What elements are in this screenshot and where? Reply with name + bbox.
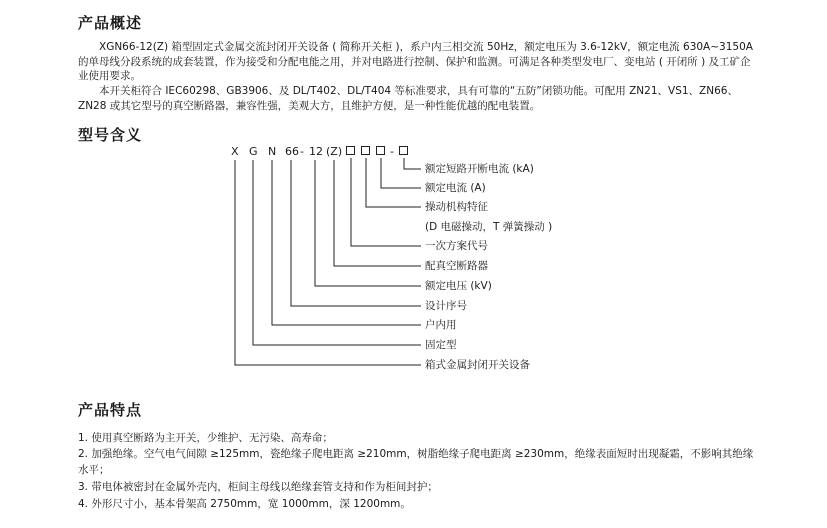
label-vacuum-breaker: 配真空断路器 [425, 260, 488, 272]
code-dash-2: - [390, 145, 394, 158]
code-z: (Z) [326, 145, 343, 158]
label-fixed-type: 固定型 [425, 339, 457, 351]
code-x: X [231, 145, 239, 158]
label-indoor: 户内用 [425, 319, 457, 331]
code-n: N [268, 145, 277, 158]
code-66: 66 [285, 145, 299, 158]
label-box-type-switchgear: 箱式金属封闭开关设备 [425, 359, 530, 371]
overview-heading: 产品概述 [78, 14, 143, 32]
label-mechanism: 操动机构特征 [425, 201, 488, 213]
feature-item-4: 4. 外形尺寸小，基本骨架高 2750mm，宽 1000mm，深 1200mm。 [78, 498, 411, 510]
overview-paragraph-2: 本开关柜符合 IEC60298、GB3906、及 DL/T402、DL/T404 等标准要求，具有可靠的“五防”闭锁功能。可配用 ZN21、VS1、ZN66、ZN28 或其它型号的真空断路器，兼容性强，美观大方，且维护方便，是一种性能优越的配电装置。 [78, 85, 738, 112]
code-g: G [249, 145, 258, 158]
label-design-number: 设计序号 [425, 300, 467, 312]
features-heading: 产品特点 [78, 401, 143, 419]
label-scheme-code: 一次方案代号 [425, 240, 488, 252]
feature-item-2: 2. 加强绝缘。空气电气间隙 ≥125mm，瓷绝缘子爬电距离 ≥210mm，树脂绝缘子爬电距离 ≥230mm，绝缘表面短时出现凝霜，不影响其绝缘水平； [78, 448, 754, 476]
code-dash-1: - [300, 145, 304, 158]
label-mechanism-note: (D 电磁操动，T 弹簧操动 ) [425, 221, 553, 233]
overview-paragraph-1: XGN66-12(Z) 箱型固定式金属交流封闭开关设备 ( 简称开关柜 )，系户内三相交流 50Hz，额定电压为 3.6-12kV，额定电流 630A~3150A 的单母线分段系统的成套装置，作为接受和分配电能之用，并对电路进行控制、保护和监测。可满足各种类型发电厂、变电站 ( 开闭所 ) 及工矿企业使用要求。 [78, 41, 753, 82]
code-12: 12 [309, 145, 323, 158]
model-heading: 型号含义 [78, 126, 143, 144]
label-short-circuit-current: 额定短路开断电流 (kA) [425, 163, 534, 175]
label-rated-current: 额定电流 (A) [425, 182, 486, 194]
feature-item-3: 3. 带电体被密封在金属外壳内，柜间主母线以绝缘套管支持和作为柜间封护； [78, 481, 438, 493]
label-rated-voltage: 额定电压 (kV) [425, 280, 492, 292]
feature-item-1: 1. 使用真空断路为主开关，少维护、无污染、高寿命； [78, 432, 333, 444]
